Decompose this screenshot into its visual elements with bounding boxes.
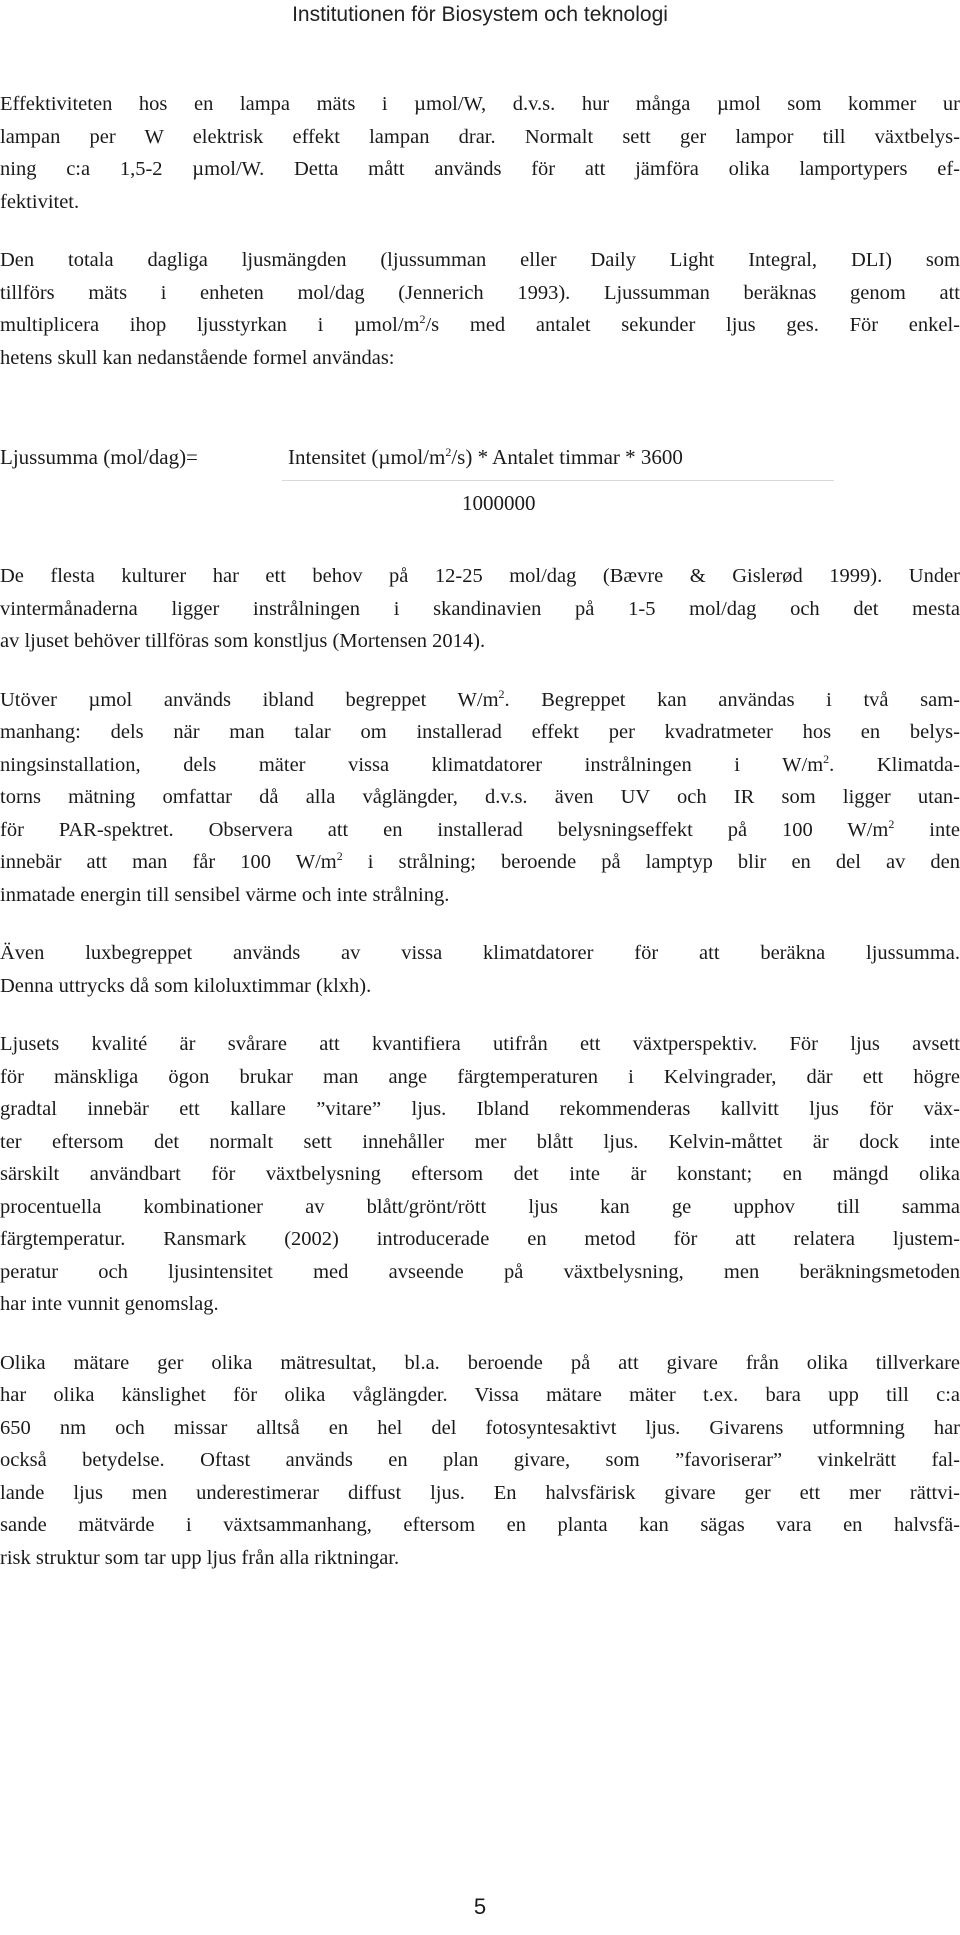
text-line: De flesta kulturer har ett behov på 12-25 mol/dag (Bævre & Gislerød 1999). Under: [0, 565, 960, 587]
text-line: Effektiviteten hos en lampa mäts i µmol/W, d.v.s. hur många µmol som kommer ur: [0, 93, 960, 115]
text-line: sande mätvärde i växtsammanhang, eftersom en planta kan sägas vara en halvsfä-: [0, 1514, 960, 1536]
superscript: 2: [823, 751, 830, 766]
text-line: [0, 846, 960, 879]
text-line: manhang: dels när man talar om installerad effekt per kvadratmeter hos en belys-: [0, 721, 960, 743]
superscript: 2: [336, 849, 343, 863]
text-segment: . Begreppet kan användas i två sam-: [504, 688, 960, 711]
text-line: ning c:a 1,5-2 µmol/W. Detta mått används för att jämföra olika lamportypers ef-: [0, 158, 960, 180]
text-line: har olika känslighet för olika våglängder. Vissa mätare mäter t.ex. bara upp till c:a: [0, 1384, 960, 1406]
formula-lhs: Ljussumma (mol/dag)=: [0, 445, 198, 469]
text-line: Ljusets kvalité är svårare att kvantifiera utifrån ett växtperspektiv. För ljus avsett: [0, 1033, 960, 1055]
superscript: 2: [445, 445, 452, 459]
text-segment: /s) * Antalet timmar * 3600: [451, 445, 683, 469]
text-line: peratur och ljusintensitet med avseende på växtbelysning, men beräkningsmetoden: [0, 1260, 960, 1283]
text-segment: innebär att man får 100 W/m: [0, 851, 337, 873]
text-line: 650 nm och missar alltså en hel del fotosyntesaktivt ljus. Givarens utformning har: [0, 1416, 960, 1439]
superscript: 2: [419, 312, 426, 326]
text-line: särskilt användbart för växtbelysning eftersom det inte är konstant; en mängd olika: [0, 1163, 960, 1185]
text-line: också betydelse. Oftast används en plan givare, som ”favoriserar” vinkelrätt fal-: [0, 1449, 960, 1471]
text-line: Denna uttrycks då som kiloluxtimmar (klxh).: [0, 974, 372, 997]
superscript: 2: [498, 686, 505, 701]
text-segment: inte: [894, 818, 960, 841]
page-number: 5: [473, 1894, 487, 1919]
text-segment: ningsinstallation, dels mäter vissa klimatdatorer instrålningen i W/m: [0, 753, 824, 776]
text-line: fektivitet.: [0, 190, 80, 213]
text-line: hetens skull kan nedanstående formel användas:: [0, 346, 395, 369]
paragraph-lux: [0, 937, 960, 1002]
text-line: [0, 684, 960, 717]
text-line: torns mätning omfattar då alla våglängder, d.v.s. även UV och IR som ligger utan-: [0, 786, 960, 808]
text-segment: i strålning; beroende på lamptyp blir en del av den: [342, 851, 960, 873]
text-line: tillförs mäts i enheten mol/dag (Jennerich 1993). Ljussumman beräknas genom att: [0, 281, 960, 304]
text-segment: för PAR-spektret. Observera att en installerad belysningseffekt på 100 W/m: [0, 818, 889, 841]
text-line: [0, 309, 960, 342]
text-line: lande ljus men underestimerar diffust ljus. En halvsfärisk givare ger ett mer rättvi-: [0, 1481, 960, 1504]
text-line: av ljuset behöver tillföras som konstljus (Mortensen 2014).: [0, 630, 486, 652]
paragraph-culture-needs: [0, 560, 960, 658]
paragraph-light-quality: [0, 1028, 960, 1321]
header-title: Institutionen för Biosystem och teknologi: [292, 3, 668, 26]
superscript: 2: [888, 816, 895, 831]
text-line: ter eftersom det normalt sett innehåller mer blått ljus. Kelvin-måttet är dock inte: [0, 1130, 960, 1153]
page-header: [0, 0, 960, 30]
text-line: vintermånaderna ligger instrålningen i skandinavien på 1-5 mol/dag och det mesta: [0, 597, 960, 620]
text-line: risk struktur som tar upp ljus från alla riktningar.: [0, 1546, 400, 1569]
formula-light-sum: [0, 442, 960, 542]
text-line: Även luxbegreppet används av vissa klimatdatorer för att beräkna ljussumma.: [0, 942, 960, 964]
paragraph-meters: [0, 1347, 960, 1575]
text-line: procentuella kombinationer av blått/grönt/rött ljus kan ge upphov till samma: [0, 1195, 960, 1218]
text-line: gradtal innebär ett kallare ”vitare” ljus. Ibland rekommenderas kallvitt ljus för väx-: [0, 1098, 960, 1120]
text-segment: Intensitet (µmol/m: [288, 445, 446, 469]
text-line: Olika mätare ger olika mätresultat, bl.a. beroende på att givare från olika tillverkare: [0, 1351, 960, 1374]
text-segment: multiplicera ihop ljusstyrkan i µmol/m: [0, 314, 420, 336]
text-line: har inte vunnit genomslag.: [0, 1293, 219, 1315]
text-line: för mänskliga ögon brukar man ange färgtemperaturen i Kelvingrader, där ett högre: [0, 1065, 960, 1088]
paragraph-daily-light-integral: [0, 244, 960, 374]
document-body: [0, 88, 960, 1600]
text-segment: . Klimatda-: [829, 753, 960, 776]
text-line: Den totala dagliga ljusmängden (ljussumman eller Daily Light Integral, DLI) som: [0, 249, 960, 271]
formula-denominator: 1000000: [462, 491, 536, 515]
text-line: lampan per W elektrisk effekt lampan drar. Normalt sett ger lampor till växtbelys-: [0, 125, 960, 148]
text-segment: Utöver µmol används ibland begreppet W/m: [0, 688, 499, 711]
text-segment: /s med antalet sekunder ljus ges. För enkel-: [425, 314, 960, 336]
formula-numerator: [288, 442, 683, 472]
text-line: färgtemperatur. Ransmark (2002) introducerade en metod för att relatera ljustem-: [0, 1228, 960, 1250]
fraction-bar: [282, 480, 834, 481]
text-line: [0, 814, 960, 847]
paragraph-lamp-efficiency: [0, 88, 960, 218]
paragraph-watt-per-m2: [0, 684, 960, 912]
text-line: inmatade energin till sensibel värme och inte strålning.: [0, 883, 450, 906]
text-line: [0, 749, 960, 782]
